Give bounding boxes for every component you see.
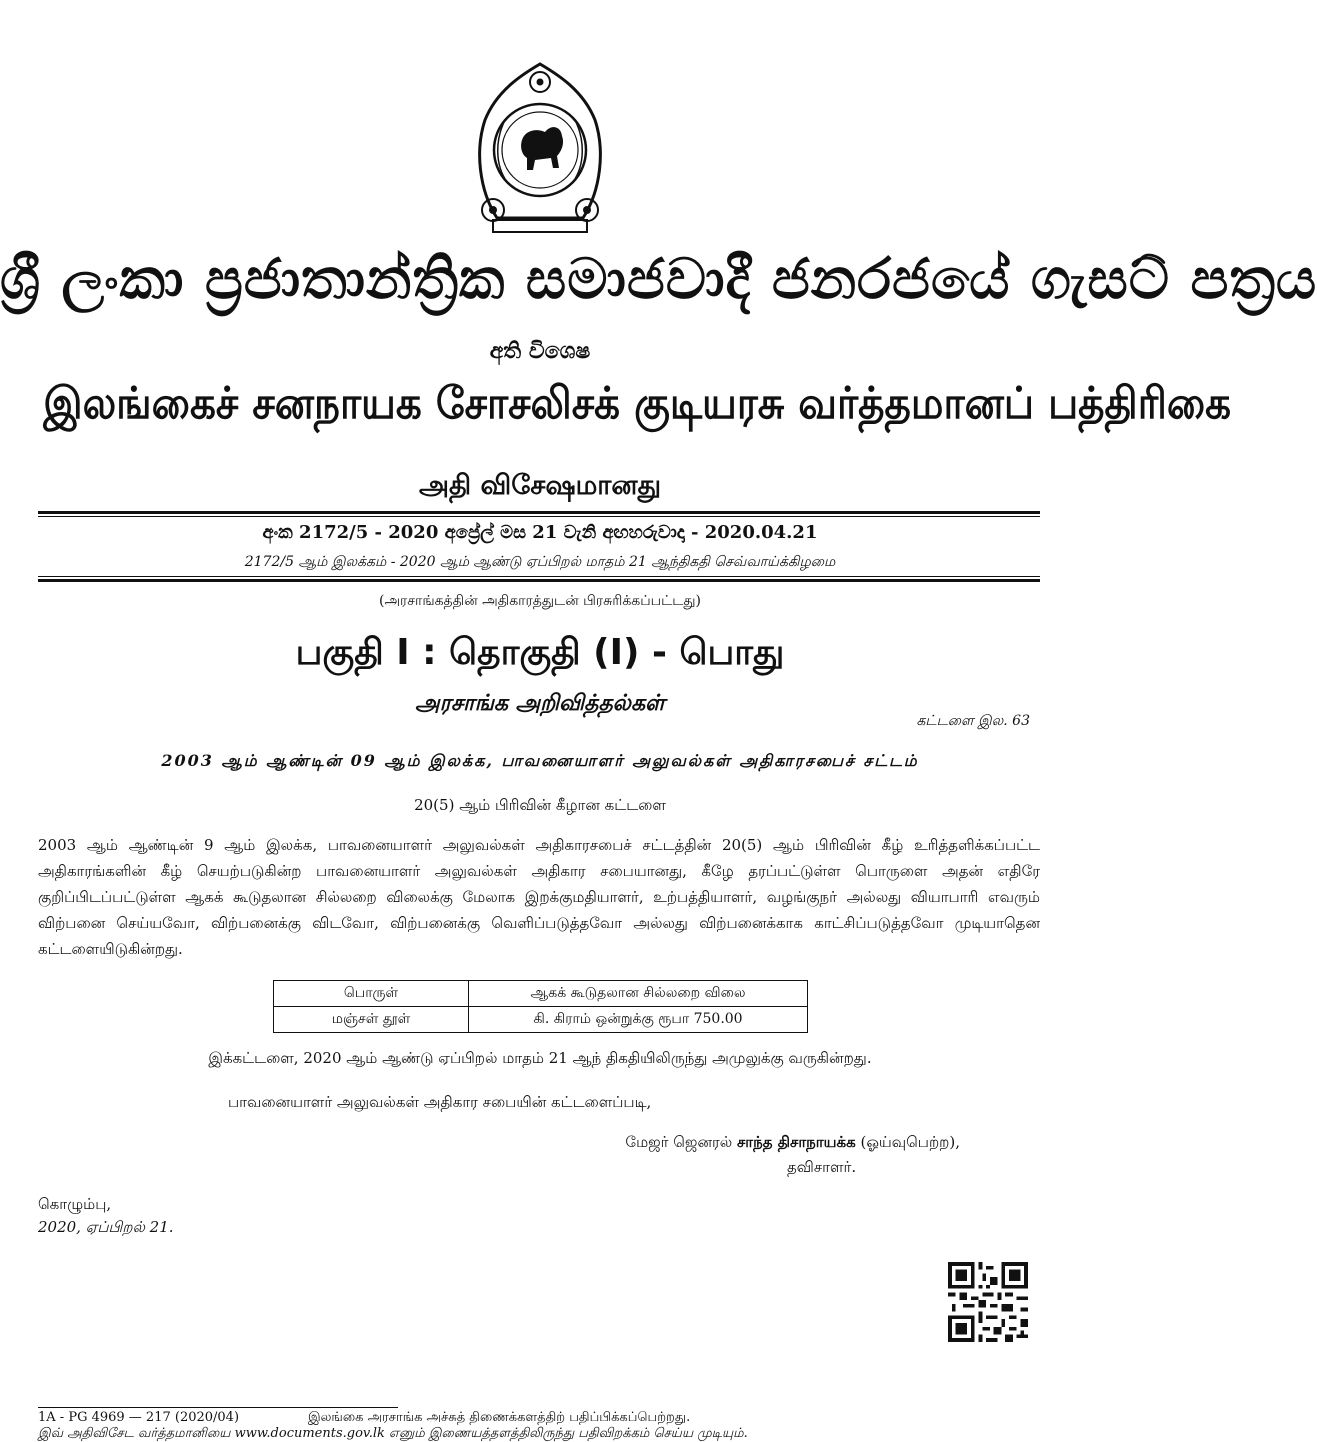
gazette-subtitle-tamil: அதி விசேஷமானது: [418, 470, 661, 501]
signatory-suffix: (ஓய்வுபெற்ற),: [860, 1133, 960, 1151]
gazette-title-sinhala: ශ්‍රී ලංකා ප්‍රජාතාන්ත්‍රික සමාජවාදී ජනරජයේ ගැසට් පත්‍රය: [0, 246, 1317, 312]
divider-top-thick: [38, 511, 1040, 514]
issue-line-tamil: 2172/5 ஆம் இலக்கம் - 2020 ஆம் ஆண்டு ஏப்பிறல் மாதம் 21 ஆந்திகதி செவ்வாய்க்கிழமை: [244, 554, 836, 570]
footer-divider: [38, 1407, 398, 1408]
table-row: [274, 1007, 808, 1033]
table-cell-price: கி. கிராம் ஒன்றுக்கு ரூபா 750.00: [469, 1007, 808, 1033]
gazette-title-tamil: இலங்கைச் சனநாயக சோசலிசக் குடியரசு வர்த்தமானப் பத்திரிகை: [43, 378, 1232, 429]
gazette-subtitle-sinhala: අති විශෙෂ: [489, 338, 591, 364]
footer-website-note: இவ் அதிவிசேட வர்த்தமானியை www.documents.gov.lk எனும் இணையத்தளத்திலிருந்து பதிவிறக்கம் செய்ய முடியும்.: [38, 1426, 748, 1441]
date: 2020, ஏப்பிறல் 21.: [38, 1218, 174, 1236]
act-title: 2003 ஆம் ஆண்டின் 09 ஆம் இலக்க, பாவனையாளர் அலுவல்கள் அதிகாரசபைச் சட்டம்: [161, 751, 919, 770]
table-header-item: பொருள்: [274, 981, 469, 1007]
signatory-rank: மேஜர் ஜெனரல்: [625, 1133, 733, 1151]
order-number: கட்டளை இல. 63: [916, 713, 1030, 729]
section-reference: 20(5) ஆம் பிரிவின் கீழான கட்டளை: [414, 796, 666, 814]
order-body: 2003 ஆம் ஆண்டின் 9 ஆம் இலக்க, பாவனையாளர் அலுவல்கள் அதிகாரசபைச் சட்டத்தின் 20(5) ஆம் பிரிவின் கீழ் உரித்தளிக்கப்பட்ட அதிகாரங்களின் கீழ் செயற்படுகின்ற பாவனையாளர் அலுவல்கள் அதிகார சபையானது, கீழே தரப்பட்டுள்ள பொருளை அதன் எதிரே குறிப்பிடப்பட்டுள்ள ஆகக் கூடுதலான சில்லறை விலைக்கு மேலாக இறக்குமதியாளர், உற்பத்தியாளர், வழங்குநர் அல்லது வியாபாரி எவரும் விற்பனை செய்யவோ, விற்பனைக்கு விடவோ, விற்பனைக்கு வெளிப்படுத்தவோ அல்லது விற்பனைக்காக காட்சிப்படுத்தவோ முடியாதென கட்டளையிடுகின்றது.: [38, 836, 1040, 958]
signatory-title: தவிசாளர்.: [787, 1158, 857, 1176]
issue-line-sinhala: අංක 2172/5 - 2020 අප්‍රේල් මස 21 වැනි අඟහරුවාදා - 2020.04.21: [262, 522, 818, 543]
table-header-row: [274, 981, 808, 1007]
divider-bottom-thick: [38, 579, 1040, 582]
table-header-price: ஆகக் கூடுதலான சில்லறை விலை: [469, 981, 808, 1007]
by-order-line: பாவனையாளர் அலுவல்கள் அதிகார சபையின் கட்டளைப்படி,: [228, 1093, 652, 1111]
place: கொழும்பு,: [38, 1195, 112, 1213]
footer-press-note: இலங்கை அரசாங்க அச்சுத் திணைக்களத்திற் பதிப்பிக்கப்பெற்றது.: [308, 1410, 691, 1425]
qr-code-icon: [948, 1262, 1028, 1342]
signatory-line: [625, 1133, 960, 1153]
divider-bottom-thin: [38, 576, 1040, 577]
divider-top-thin: [38, 516, 1040, 517]
price-table: [273, 980, 808, 1033]
footer-print-code: 1A - PG 4969 — 217 (2020/04): [38, 1410, 240, 1425]
state-emblem-icon: [465, 60, 615, 238]
effective-date-note: இக்கட்டளை, 2020 ஆம் ஆண்டு ஏப்பிறல் மாதம் 21 ஆந் திகதியிலிருந்து அமுலுக்கு வருகின்றது.: [208, 1049, 872, 1067]
part-title: பகுதி I : தொகுதி (I) - பொது: [295, 632, 785, 673]
authority-note: (அரசாங்கத்தின் அதிகாரத்துடன் பிரசுரிக்கப்பட்டது): [379, 593, 701, 609]
table-cell-item: மஞ்சள் தூள்: [274, 1007, 469, 1033]
section-title: அரசாங்க அறிவித்தல்கள்: [415, 690, 665, 716]
signatory-name: சாந்த திசாநாயக்க: [736, 1133, 856, 1151]
